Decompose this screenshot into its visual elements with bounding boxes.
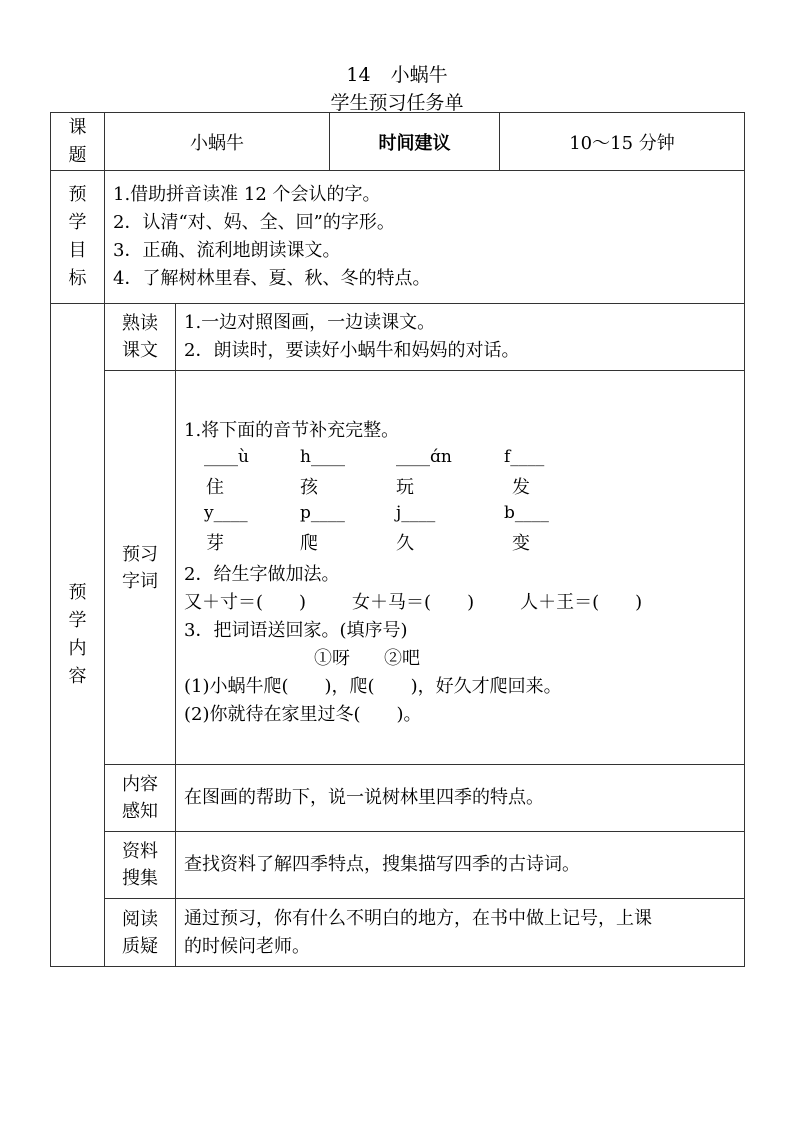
goals-row [51,171,745,304]
topic-row [51,113,745,171]
time-value: 10～15 分钟 [500,113,745,171]
goal-item: 2．认清“对、妈、全、回”的字形。 [113,212,395,233]
goal-item: 1.借助拼音读准 12 个会认的字。 [113,184,381,205]
questions-row [51,899,745,967]
materials-text: 查找资料了解四季特点，搜集描写四季的古诗词。 [176,832,745,899]
topic-label: 课 题 [51,113,105,171]
lesson-number: 14 [346,64,371,86]
goals-label: 预 学 目 标 [51,171,105,304]
reading-row [51,304,745,371]
pinyin-block-1: ____ù h____ ____ɑ́n f____ 住 孩 玩 发 [204,447,545,498]
pinyin-block-2: y____ p____ j____ b____ 芽 爬 久 变 [204,503,549,554]
perception-row [51,765,745,832]
goal-item: 3．正确、流利地朗读课文。 [113,240,341,261]
q2-title: 2．给生字做加法。 [184,564,340,585]
words-label: 预习 字词 [105,371,176,765]
materials-label: 资料 搜集 [105,832,176,899]
goals-list [105,171,745,304]
reading-label: 熟读 课文 [105,304,176,371]
perception-label: 内容 感知 [105,765,176,832]
preview-task-table [50,112,745,967]
q3-sentence: (1)小蜗牛爬( )，爬( )，好久才爬回来。 [184,676,562,697]
words-exercises [176,371,745,765]
questions-label: 阅读 质疑 [105,899,176,967]
reading-list: 1.一边对照图画，一边读课文。 2．朗读时，要读好小蜗牛和妈妈的对话。 [176,304,745,371]
time-label: 时间建议 [330,113,500,171]
perception-text: 在图画的帮助下，说一说树林里四季的特点。 [176,765,745,832]
q3-sentence: (2)你就待在家里过冬( )。 [184,704,422,725]
words-row [51,371,745,765]
lesson-title: 小蜗牛 [390,64,448,86]
worksheet-subtitle: 学生预习任务单 [330,92,464,114]
topic-value: 小蜗牛 [105,113,330,171]
q3-title: 3．把词语送回家。(填序号) [184,620,408,641]
lesson-heading [0,60,794,87]
q2-items: 又＋寸＝( ) 女＋马＝( ) 人＋王＝( ) [184,592,643,613]
q1-title: 1.将下面的音节补充完整。 [184,420,400,441]
goal-item: 4．了解树林里春、夏、秋、冬的特点。 [113,268,431,289]
q3-options: ①呀 ②吧 [314,648,420,669]
content-label: 预 学 内 容 [51,304,105,967]
questions-text: 通过预习，你有什么不明白的地方，在书中做上记号，上课 的时候问老师。 [176,899,745,967]
materials-row [51,832,745,899]
